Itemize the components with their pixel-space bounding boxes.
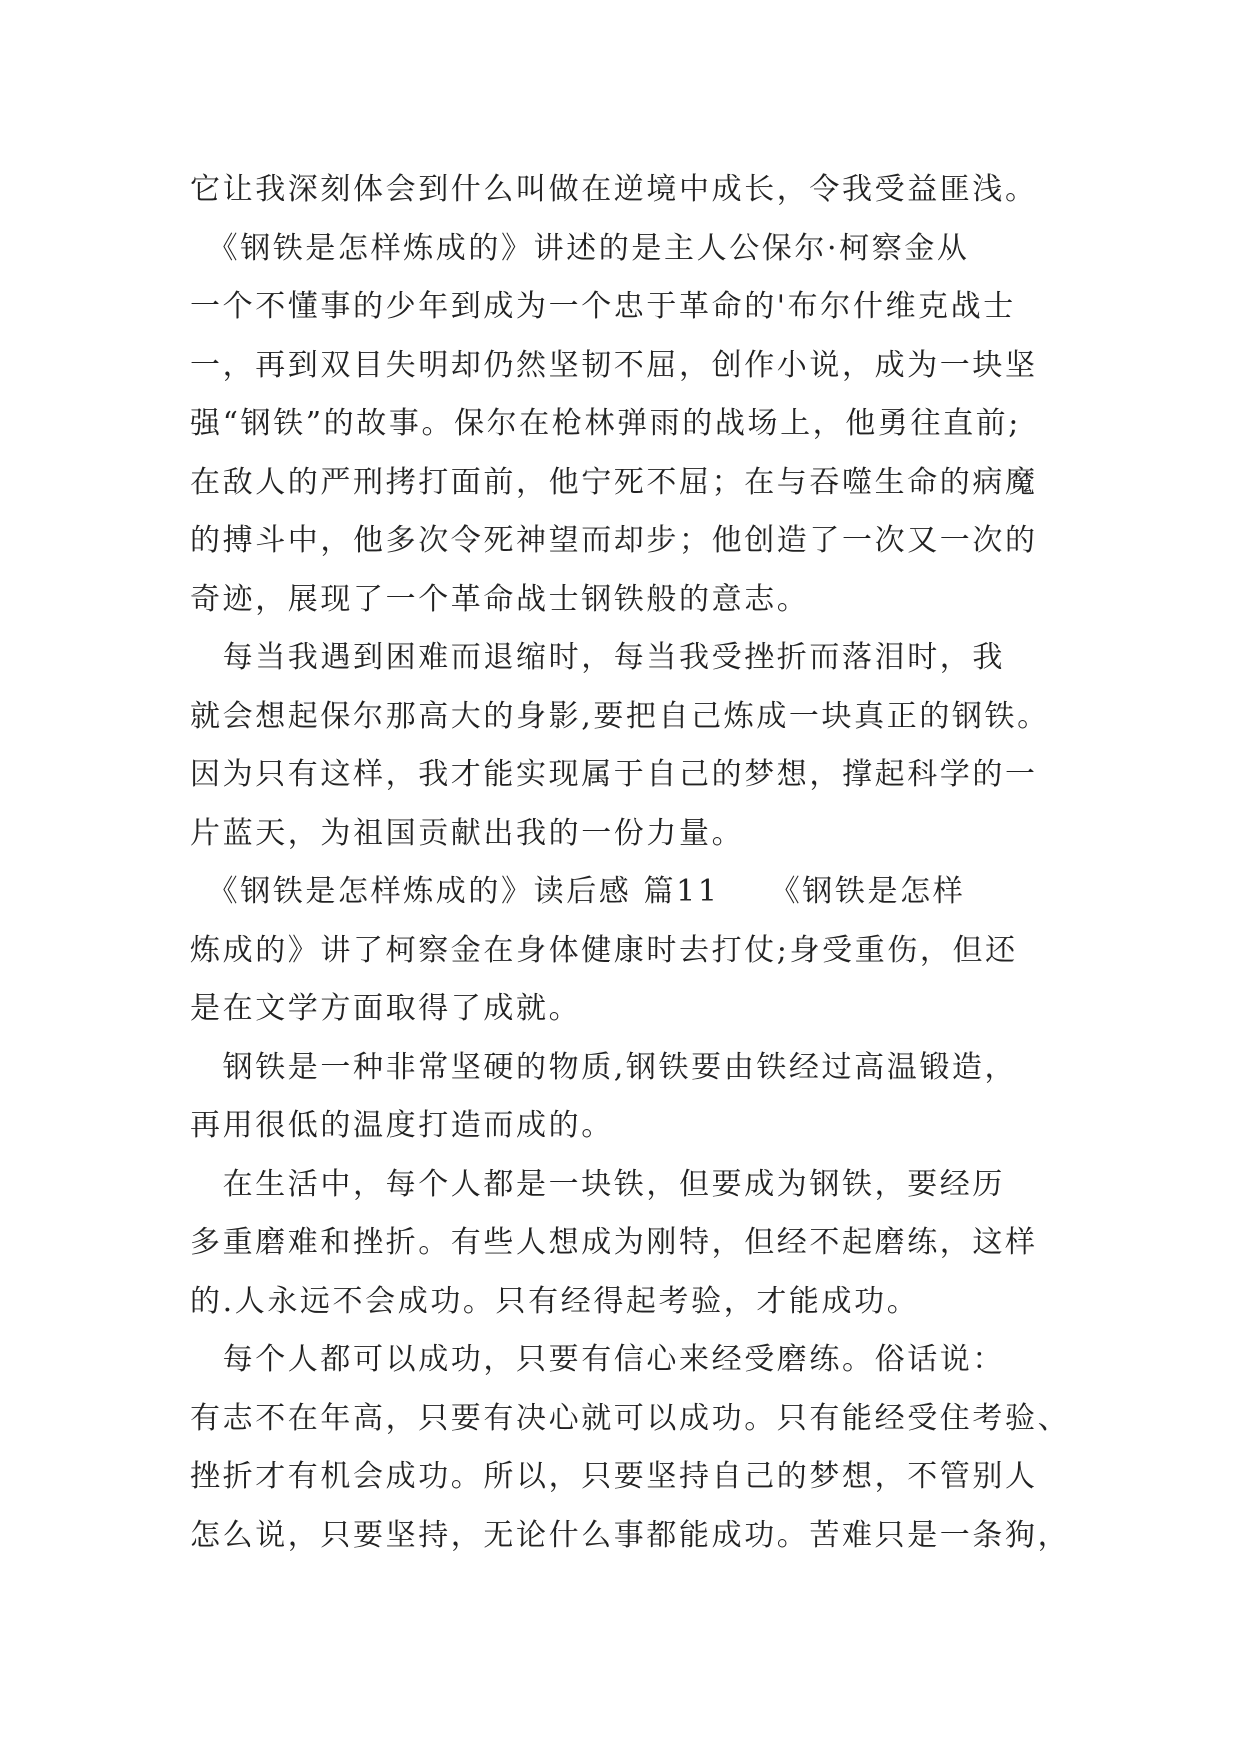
text-line: 奇迹，展现了一个革命战士钢铁般的意志。 bbox=[190, 581, 810, 617]
text-line: 怎么说，只要坚持，无论什么事都能成功。苦难只是一条狗， bbox=[190, 1517, 1071, 1553]
text-line: 挫折才有机会成功。所以，只要坚持自己的梦想，不管别人 bbox=[190, 1459, 1038, 1494]
text-line: 每个人都可以成功，只要有信心来经受磨练。俗话说： bbox=[190, 1342, 1005, 1377]
text-line: 的搏斗中，他多次令死神望而却步；他创造了一次又一次的 bbox=[190, 523, 1038, 558]
text-line: 一个不懂事的少年到成为一个忠于革命的'布尔什维克战士 bbox=[190, 289, 1016, 324]
text-line: 强“钢铁”的故事。保尔在枪林弹雨的战场上，他勇往直前; bbox=[190, 406, 1021, 441]
text-line: 在生活中，每个人都是一块铁，但要成为钢铁，要经历 bbox=[190, 1166, 1005, 1202]
text-line: 《钢铁是怎样炼成的》读后感 篇11 《钢铁是怎样 bbox=[190, 874, 966, 909]
text-line: 多重磨难和挫折。有些人想成为刚特，但经不起磨练，这样 bbox=[190, 1225, 1038, 1260]
text-line: 它让我深刻体会到什么叫做在逆境中成长，令我受益匪浅。 bbox=[190, 172, 1038, 207]
text-line: 钢铁是一种非常坚硬的物质,钢铁要由铁经过高温锻造， bbox=[190, 1049, 1018, 1085]
text-line: 炼成的》讲了柯察金在身体健康时去打仗;身受重伤，但还 bbox=[190, 932, 1018, 968]
text-line: 的.人永远不会成功。只有经得起考验，才能成功。 bbox=[190, 1283, 920, 1319]
text-line: 《钢铁是怎样炼成的》讲述的是主人公保尔·柯察金从 bbox=[190, 230, 970, 266]
body-text bbox=[190, 161, 1071, 1565]
text-line: 就会想起保尔那高大的身影,要把自己炼成一块真正的钢铁。 bbox=[190, 698, 1050, 734]
text-line: 片蓝天，为祖国贡献出我的一份力量。 bbox=[190, 815, 745, 851]
text-line: 在敌人的严刑拷打面前，他宁死不屈；在与吞噬生命的病魔 bbox=[190, 464, 1038, 500]
text-line: 有志不在年高，只要有决心就可以成功。只有能经受住考验、 bbox=[190, 1400, 1071, 1436]
text-line: 再用很低的温度打造而成的。 bbox=[190, 1108, 614, 1143]
text-line: 每当我遇到困难而退缩时，每当我受挫折而落泪时，我 bbox=[190, 640, 1005, 675]
text-line: 因为只有这样，我才能实现属于自己的梦想，撑起科学的一 bbox=[190, 757, 1038, 792]
text-line: 是在文学方面取得了成就。 bbox=[190, 991, 582, 1026]
text-line: 一，再到双目失明却仍然坚韧不屈，创作小说，成为一块坚 bbox=[190, 347, 1038, 383]
